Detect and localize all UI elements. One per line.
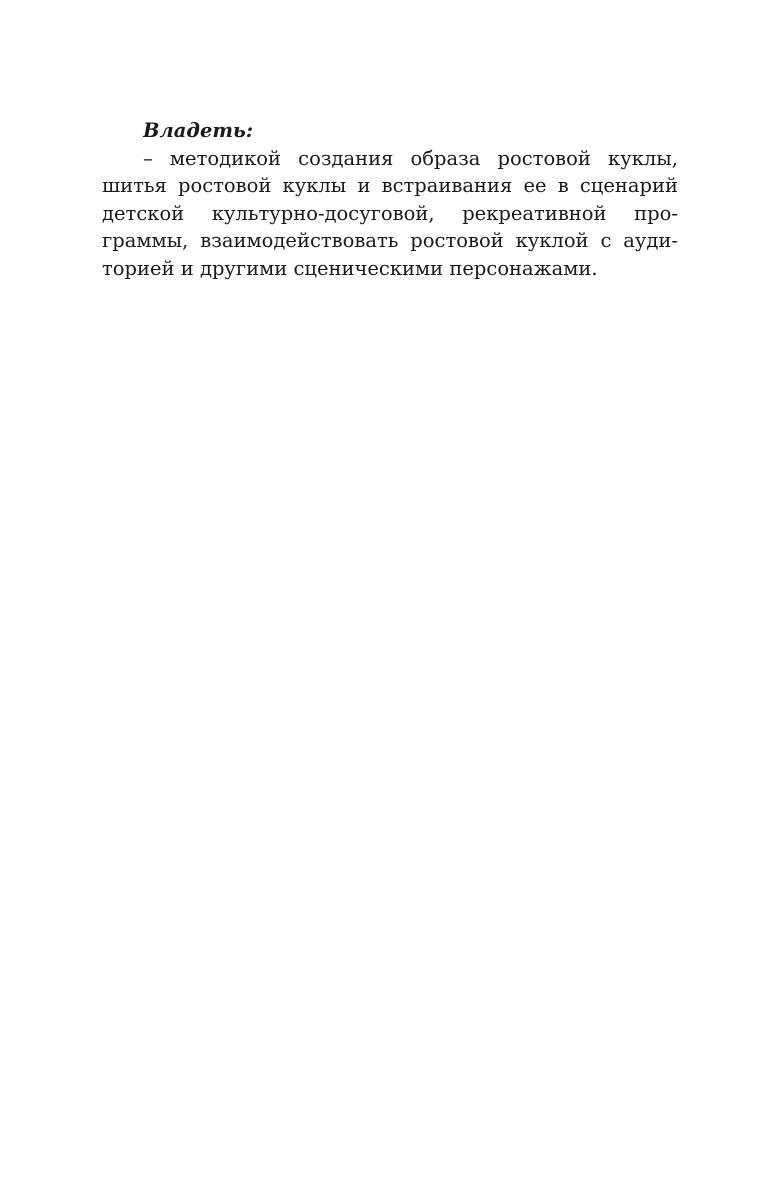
word: рекреативной [462, 201, 607, 225]
word: куклы, [608, 146, 678, 170]
paragraph-line-4 [102, 227, 678, 255]
paragraph-line-2 [102, 172, 678, 200]
word: про- [634, 201, 678, 225]
word: ее [523, 174, 547, 197]
word: граммы, [102, 229, 189, 252]
word: ростовой [178, 174, 272, 197]
word: ростовой [497, 146, 591, 170]
word: ауди- [623, 229, 678, 252]
text-block [102, 117, 678, 282]
word: куклой [515, 229, 589, 252]
word: сценарий [579, 174, 678, 197]
word: культурно-досуговой, [211, 201, 435, 225]
word: встраивания [381, 174, 513, 197]
word: ростовой [410, 229, 504, 252]
section-heading: Владеть: [143, 119, 254, 142]
word: образа [410, 146, 481, 170]
word: куклы [282, 174, 347, 197]
word: взаимодействовать [200, 229, 399, 252]
word: – [143, 146, 153, 170]
word: создания [298, 146, 394, 170]
paragraph-line-1 [102, 145, 678, 173]
word: детской [102, 201, 185, 225]
word: шитья [102, 174, 167, 197]
word: в [557, 174, 569, 197]
word: с [600, 229, 612, 252]
paragraph-line-5: торией и другими сценическими персонажами. [102, 256, 598, 280]
word: методикой [169, 146, 282, 170]
word: и [357, 174, 371, 197]
paragraph-line-3 [102, 200, 678, 228]
